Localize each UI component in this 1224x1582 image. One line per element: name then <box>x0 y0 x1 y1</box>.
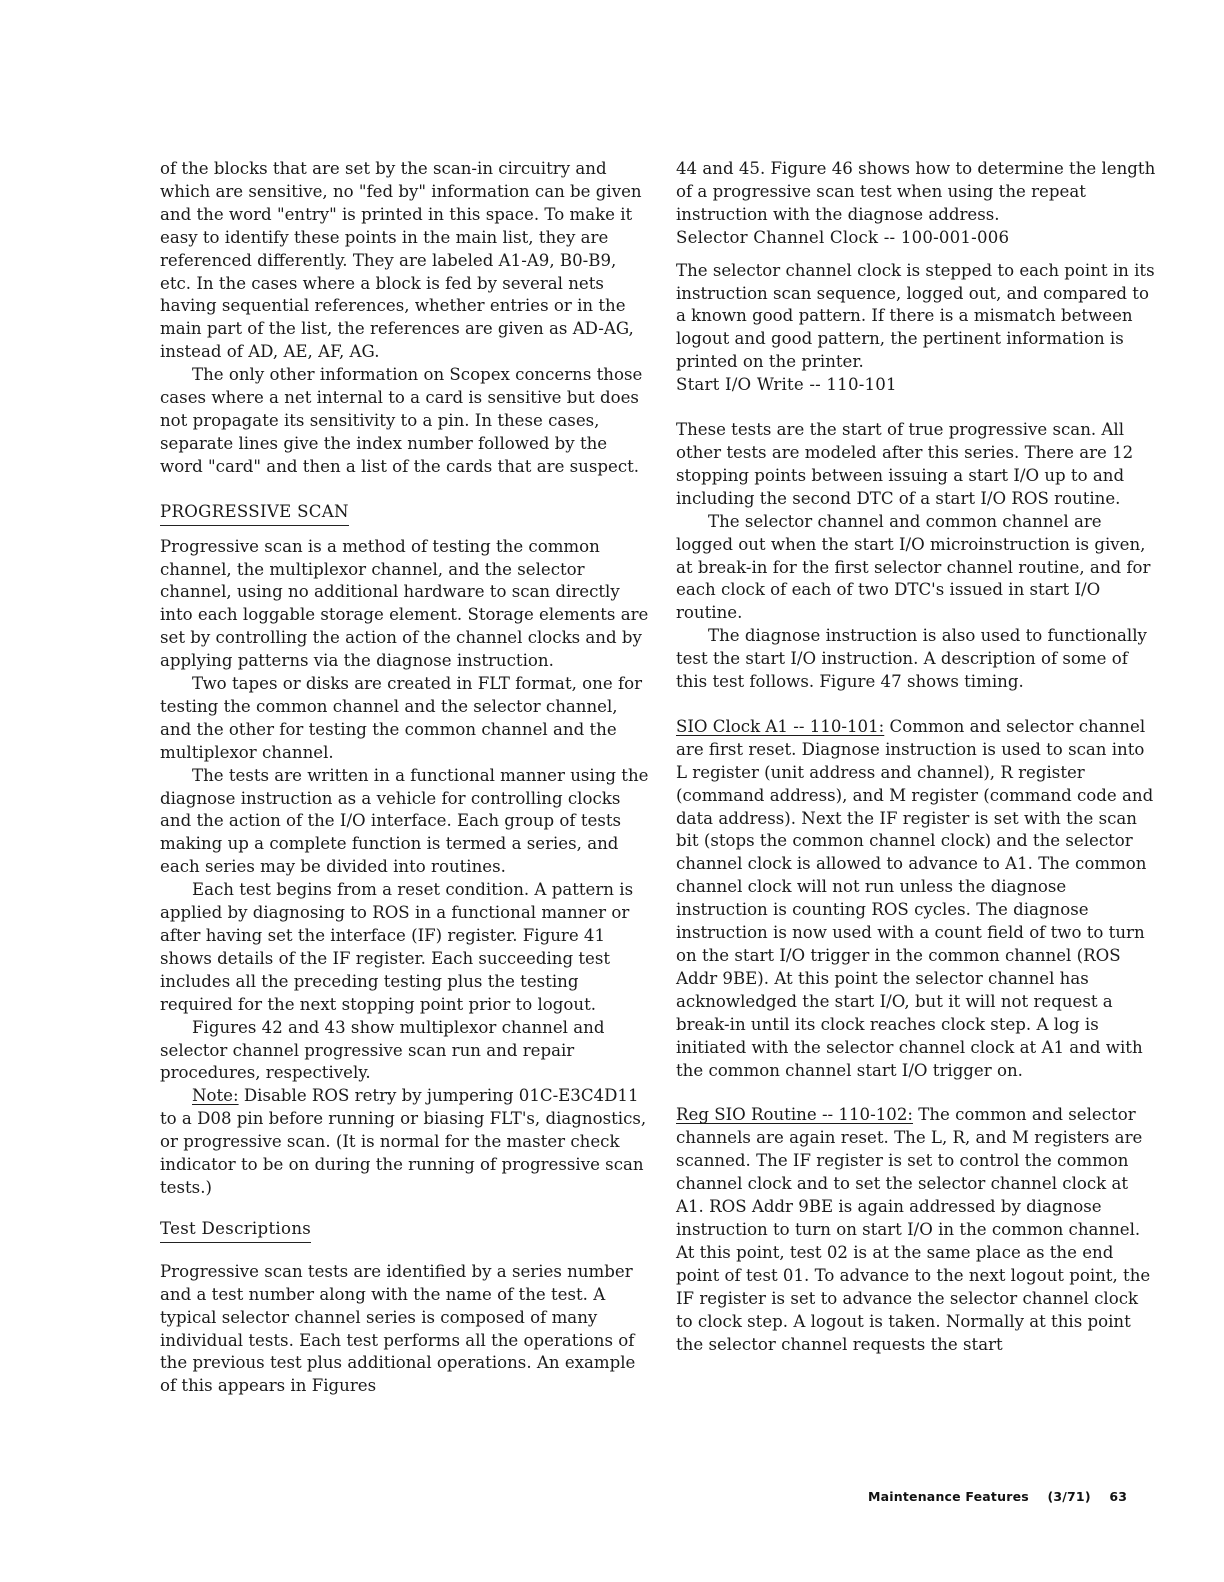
footer-page-number: 63 <box>1109 1489 1128 1504</box>
section-heading-progressive-scan: PROGRESSIVE SCAN <box>160 501 349 526</box>
footer-section-title: Maintenance Features <box>868 1489 1029 1504</box>
paragraph-functional-tests: The tests are written in a functional manner using the diagnose instruction as a vehicle for controlling clocks and the action of the I/O interface. Each group of tests making up a complete function is termed a series, and each series may be divided into routines. <box>160 765 649 877</box>
section-heading-test-descriptions: Test Descriptions <box>160 1218 311 1243</box>
paragraph-sio-clock-a1 <box>676 716 1156 1083</box>
paragraph-reset-condition: Each test begins from a reset condition. A pattern is applied by diagnosing to ROS in a functional manner or after having set the interface (IF) register. Figure 41 shows details of the IF register. Each succeeding test includes all the preceding testing plus the testing required for the next stopping point prior to logout. <box>160 880 634 1014</box>
test-descriptions-heading-wrap <box>160 1218 652 1243</box>
paragraph-test-identification: Progressive scan tests are identified by a series number and a test number along with the name of the test. A typical selector channel series is composed of many individual tests. Each test performs all the operations of the previous test plus additional operations. An example of this appears in Figures <box>160 1261 636 1396</box>
sio-clock-text: Common and selector channel are first reset. Diagnose instruction is used to scan into L register (unit address and channel), R register (command address), and M register (command code and data address). Next the IF register is set with the scan bit (stops the common channel clock) and the selector channel clock is allowed to advance to A1. The common channel clock will not run unless the diagnose instruction is counting ROS cycles. The diagnose instruction is now used with a count field of two to turn on the start I/O trigger in the common channel (ROS Addr 9BE). At this point the selector channel has acknowledged the start I/O, but it will not request a break-in until its clock reaches clock step. A log is initiated with the selector channel clock at A1 and with the common channel start I/O trigger on. <box>676 716 1154 1080</box>
paragraph-functional-start-io: The diagnose instruction is also used to functionally test the start I/O instruction. A description of some of this test follows. Figure 47 shows timing. <box>676 626 1147 692</box>
reg-sio-text: The common and selector channels are again reset. The L, R, and M registers are scanned. The IF register is set to control the common channel clock and to set the selector channel clock at A1. ROS Addr 9BE is again addressed by diagnose instruction to turn on start I/O in the common channel. At this point, test 02 is at the same place as the end point of test 01. To advance to the next logout point, the IF register is set to advance the selector channel clock to clock step. A logout is taken. Normally at this point the selector channel requests the start <box>676 1105 1151 1354</box>
note-text: Disable ROS retry by jumpering 01C-E3C4D11 to a D08 pin before running or biasing FLT's, diagnostics, or progressive scan. (It is normal for the master check indicator to be on during the running of progressive scan tests.) <box>160 1086 647 1197</box>
paragraph-tapes-disks: Two tapes or disks are created in FLT format, one for testing the common channel and the selector channel, and the other for testing the common channel and the multiplexor channel. <box>160 674 643 762</box>
note-paragraph <box>160 1085 652 1200</box>
paragraph-reg-sio-routine <box>676 1104 1156 1356</box>
paragraph-figures-42-43: Figures 42 and 43 show multiplexor channel and selector channel progressive scan run and repair procedures, respectively. <box>160 1017 605 1083</box>
subheading-start-io-write: Start I/O Write -- 110-101 <box>676 375 897 395</box>
right-column <box>676 158 1156 1356</box>
paragraph-scopex-card: The only other information on Scopex concerns those cases where a net internal to a card is sensitive but does not propagate its sensitivity to a pin. In these cases, separate lines give the index number followed by the word "card" and then a list of the cards that are suspect. <box>160 365 643 476</box>
paragraph-progressive-scan-intro: Progressive scan is a method of testing the common channel, the multiplexor channel, and the selector channel, using no additional hardware to scan directly into each loggable storage element. Storage elements are set by controlling the action of the channel clocks and by applying patterns via the diagnose instruction. <box>160 536 649 671</box>
sio-clock-label: SIO Clock A1 -- 110-101: <box>676 716 885 736</box>
page-footer <box>868 1489 1127 1504</box>
paragraph-selector-clock: The selector channel clock is stepped to each point in its instruction scan sequence, logged out, and compared to a known good pattern. If there is a mismatch between logout and good pattern, the pertinent information is printed on the printer. <box>676 260 1155 372</box>
footer-date: (3/71) <box>1047 1489 1091 1504</box>
paragraph-logged-out: The selector channel and common channel are logged out when the start I/O microinstruction is given, at break-in for the first selector channel routine, and for each clock of each of two DTC's issued in start I/O routine. <box>676 511 1151 623</box>
paragraph-true-progressive-scan: These tests are the start of true progressive scan. All other tests are modeled after this series. There are 12 stopping points between issuing a start I/O up to and including the second DTC of a start I/O ROS routine. <box>676 420 1134 508</box>
progressive-scan-heading-wrap <box>160 501 652 526</box>
note-label: Note: <box>192 1086 239 1106</box>
left-column <box>160 158 652 1398</box>
subheading-selector-channel-clock: Selector Channel Clock -- 100-001-006 <box>676 227 1010 247</box>
paragraph-scan-in-entries: of the blocks that are set by the scan-in circuitry and which are sensitive, no "fed by" information can be given and the word "entry" is printed in this space. To make it easy to identify these points in the main list, they are referenced differently. They are labeled A1-A9, B0-B9, etc. In the cases where a block is fed by several nets having sequential references, whether entries or in the main part of the list, the references are given as AD-AG, instead of AD, AE, AF, AG. <box>160 159 642 362</box>
reg-sio-label: Reg SIO Routine -- 110-102: <box>676 1105 913 1125</box>
paragraph-figures-44-46: 44 and 45. Figure 46 shows how to determine the length of a progressive scan test when using the repeat instruction with the diagnose address. <box>676 159 1156 224</box>
